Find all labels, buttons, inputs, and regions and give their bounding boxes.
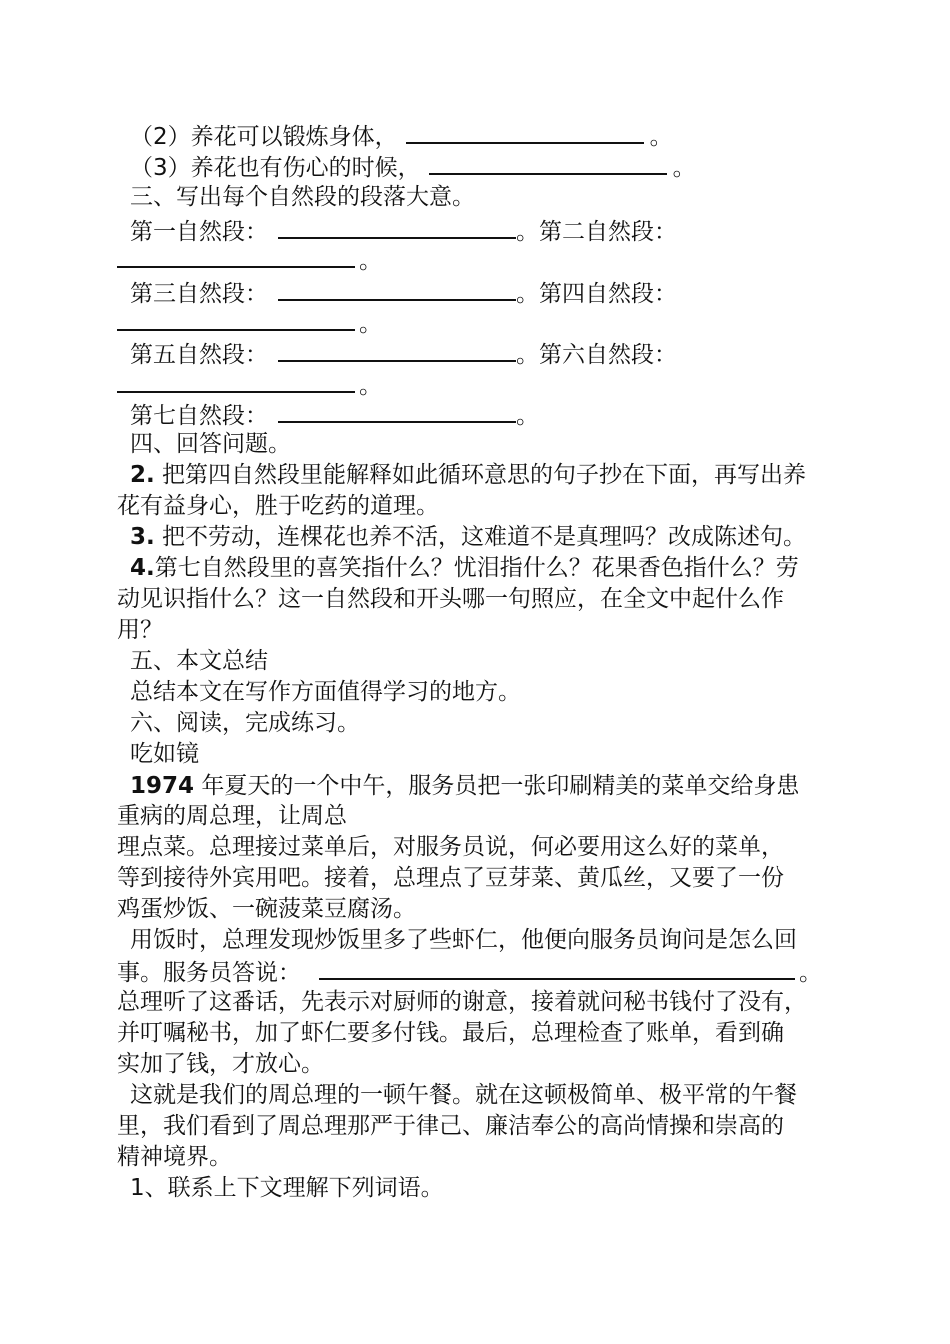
section-5-text: 总结本文在写作方面值得学习的地方。 xyxy=(130,679,521,705)
continuation-line-1 xyxy=(117,244,382,276)
answer-blank[interactable] xyxy=(406,120,644,144)
question-text: 第七自然段里的喜笑指什么？忧泪指什么？花果香色指什么？劳 xyxy=(154,555,799,581)
question-3-line xyxy=(130,151,696,183)
question-4-4-line-1 xyxy=(130,553,799,583)
question-number: 3. xyxy=(130,524,155,550)
question-number: 2. xyxy=(130,462,155,488)
reading-p1-line-4: 等到接待外宾用吧。接着，总理点了豆芽菜、黄瓜丝，又要了一份 xyxy=(117,865,784,891)
paragraph-summary-row-3 xyxy=(130,338,677,370)
question-number: 4. xyxy=(130,555,155,581)
period: 。 xyxy=(516,281,539,307)
paragraph-summary-row-1 xyxy=(130,215,677,247)
reading-p1-line-5: 鸡蛋炒饭、一碗菠菜豆腐汤。 xyxy=(117,896,416,922)
question-4-2-line-1 xyxy=(130,460,806,490)
label-p7: 第七自然段： xyxy=(130,403,268,429)
period: 。 xyxy=(799,960,822,986)
answer-blank[interactable] xyxy=(429,151,667,175)
reading-p2-line-5: 实加了钱，才放心。 xyxy=(117,1051,324,1077)
section-4-heading: 四、回答问题。 xyxy=(130,431,291,457)
reading-p1-line-3: 理点菜。总理接过菜单后，对服务员说，何必要用这么好的菜单， xyxy=(117,834,784,860)
section-6-heading: 六、阅读，完成练习。 xyxy=(130,710,360,736)
answer-blank[interactable] xyxy=(319,956,795,980)
text: 事。服务员答说： xyxy=(117,960,301,986)
period: 。 xyxy=(359,248,382,274)
question-4-2-line-2: 花有益身心，胜于吃药的道理。 xyxy=(117,493,439,519)
reading-p1-line-2: 重病的周总理，让周总 xyxy=(117,803,347,829)
label-p4: 第四自然段： xyxy=(539,281,677,307)
period: 。 xyxy=(672,155,696,181)
section-5-heading: 五、本文总结 xyxy=(130,648,268,674)
period: 。 xyxy=(359,311,382,337)
question-2-line xyxy=(130,120,673,152)
question-4-4-line-3: 用？ xyxy=(117,617,163,643)
label-p2: 第二自然段： xyxy=(539,219,677,245)
paragraph-summary-row-2 xyxy=(130,277,677,309)
question-text: 把不劳动，连棵花也养不活，这难道不是真理吗？改成陈述句。 xyxy=(154,524,807,550)
label-p5: 第五自然段： xyxy=(130,342,268,368)
text: 年夏天的一个中午，服务员把一张印刷精美的菜单交给身患 xyxy=(194,773,800,799)
answer-blank[interactable] xyxy=(278,215,516,239)
answer-blank[interactable] xyxy=(278,277,516,301)
label-p6: 第六自然段： xyxy=(539,342,677,368)
label-p3: 第三自然段： xyxy=(130,281,268,307)
continuation-line-3 xyxy=(117,369,382,401)
period: 。 xyxy=(516,342,539,368)
period: 。 xyxy=(516,219,539,245)
continuation-line-2 xyxy=(117,307,382,339)
reading-p2-line-3: 总理听了这番话，先表示对厨师的谢意，接着就问秘书钱付了没有， xyxy=(117,989,807,1015)
paragraph-summary-row-4 xyxy=(130,399,539,431)
answer-blank[interactable] xyxy=(117,244,355,268)
question-2-text: （2）养花可以锻炼身体， xyxy=(130,124,398,150)
period: 。 xyxy=(649,124,673,150)
question-text: 把第四自然段里能解释如此循环意思的句子抄在下面，再写出养 xyxy=(154,462,807,488)
year: 1974 xyxy=(130,773,195,799)
period: 。 xyxy=(359,373,382,399)
answer-blank[interactable] xyxy=(117,307,355,331)
question-3-text: （3）养花也有伤心的时候， xyxy=(130,155,421,181)
section-3-heading: 三、写出每个自然段的段落大意。 xyxy=(130,184,475,210)
question-4-3-line xyxy=(130,522,806,552)
reading-p2-line-1: 用饭时，总理发现炒饭里多了些虾仁，他便向服务员询问是怎么回 xyxy=(130,927,797,953)
reading-p3-line-3: 精神境界。 xyxy=(117,1144,232,1170)
reading-p3-line-1: 这就是我们的周总理的一顿午餐。就在这顿极简单、极平常的午餐 xyxy=(130,1082,797,1108)
answer-blank[interactable] xyxy=(117,369,355,393)
period: 。 xyxy=(516,403,539,429)
question-4-4-line-2: 动见识指什么？这一自然段和开头哪一句照应，在全文中起什么作 xyxy=(117,586,784,612)
reading-title: 吃如镜 xyxy=(130,741,199,767)
answer-blank[interactable] xyxy=(278,399,516,423)
reading-p1-line-1 xyxy=(130,771,799,801)
label-p1: 第一自然段： xyxy=(130,219,268,245)
answer-blank[interactable] xyxy=(278,338,516,362)
reading-p2-line-4: 并叮嘱秘书，加了虾仁要多付钱。最后，总理检查了账单，看到确 xyxy=(117,1020,784,1046)
reading-question-1: 1、联系上下文理解下列词语。 xyxy=(130,1175,444,1201)
reading-p2-line-2 xyxy=(117,956,822,988)
reading-p3-line-2: 里，我们看到了周总理那严于律己、廉洁奉公的高尚情操和崇高的 xyxy=(117,1113,784,1139)
